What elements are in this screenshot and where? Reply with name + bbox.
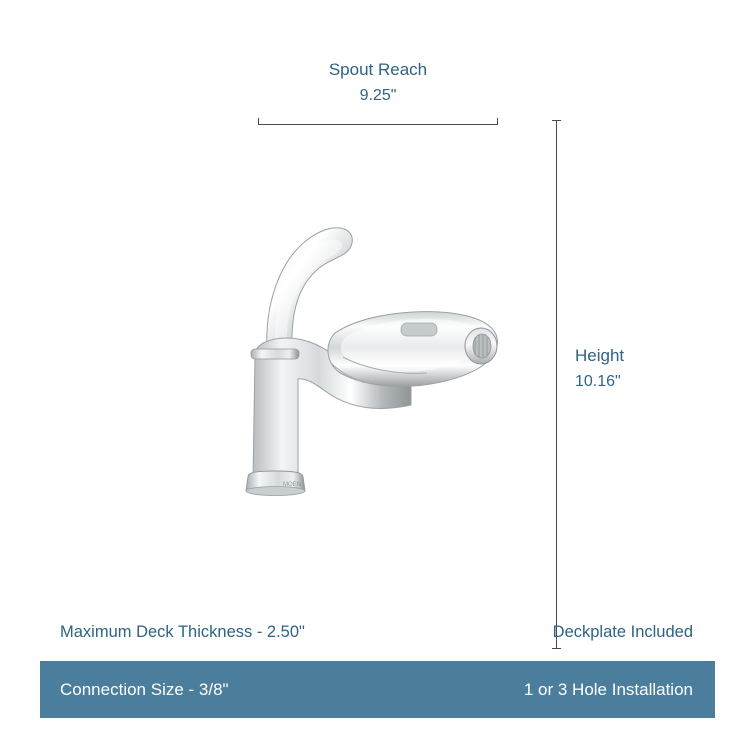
hole-installation-label: 1 or 3 Hole Installation — [523, 679, 693, 699]
spout-reach-title: Spout Reach — [328, 60, 428, 79]
spray-nozzle — [473, 334, 491, 358]
spout-reach-value: 9.25" — [359, 87, 397, 104]
neck-collar — [251, 349, 299, 359]
handle-highlight — [275, 240, 342, 345]
height-annotation — [575, 344, 735, 394]
deckplate-included-label: Deckplate Included — [552, 622, 693, 641]
brand-mark: MOEN — [283, 482, 301, 488]
height-value: 10.16" — [575, 373, 621, 390]
spout-reach-measure-line — [258, 124, 498, 125]
spec-row-secondary — [40, 608, 715, 656]
height-tick-top — [552, 120, 561, 121]
spout-reach-tick-left — [258, 118, 259, 125]
max-deck-thickness-label: Maximum Deck Thickness - 2.50" — [60, 622, 305, 641]
connection-size-label: Connection Size - 3/8" — [60, 679, 229, 699]
spout-reach-tick-right — [497, 118, 498, 125]
faucet-illustration — [215, 205, 525, 520]
height-title: Height — [575, 346, 625, 365]
spray-toggle-button — [401, 323, 437, 336]
spout-reach-annotation — [258, 58, 498, 108]
height-measure-line — [556, 120, 557, 648]
spec-row-primary — [40, 661, 715, 718]
